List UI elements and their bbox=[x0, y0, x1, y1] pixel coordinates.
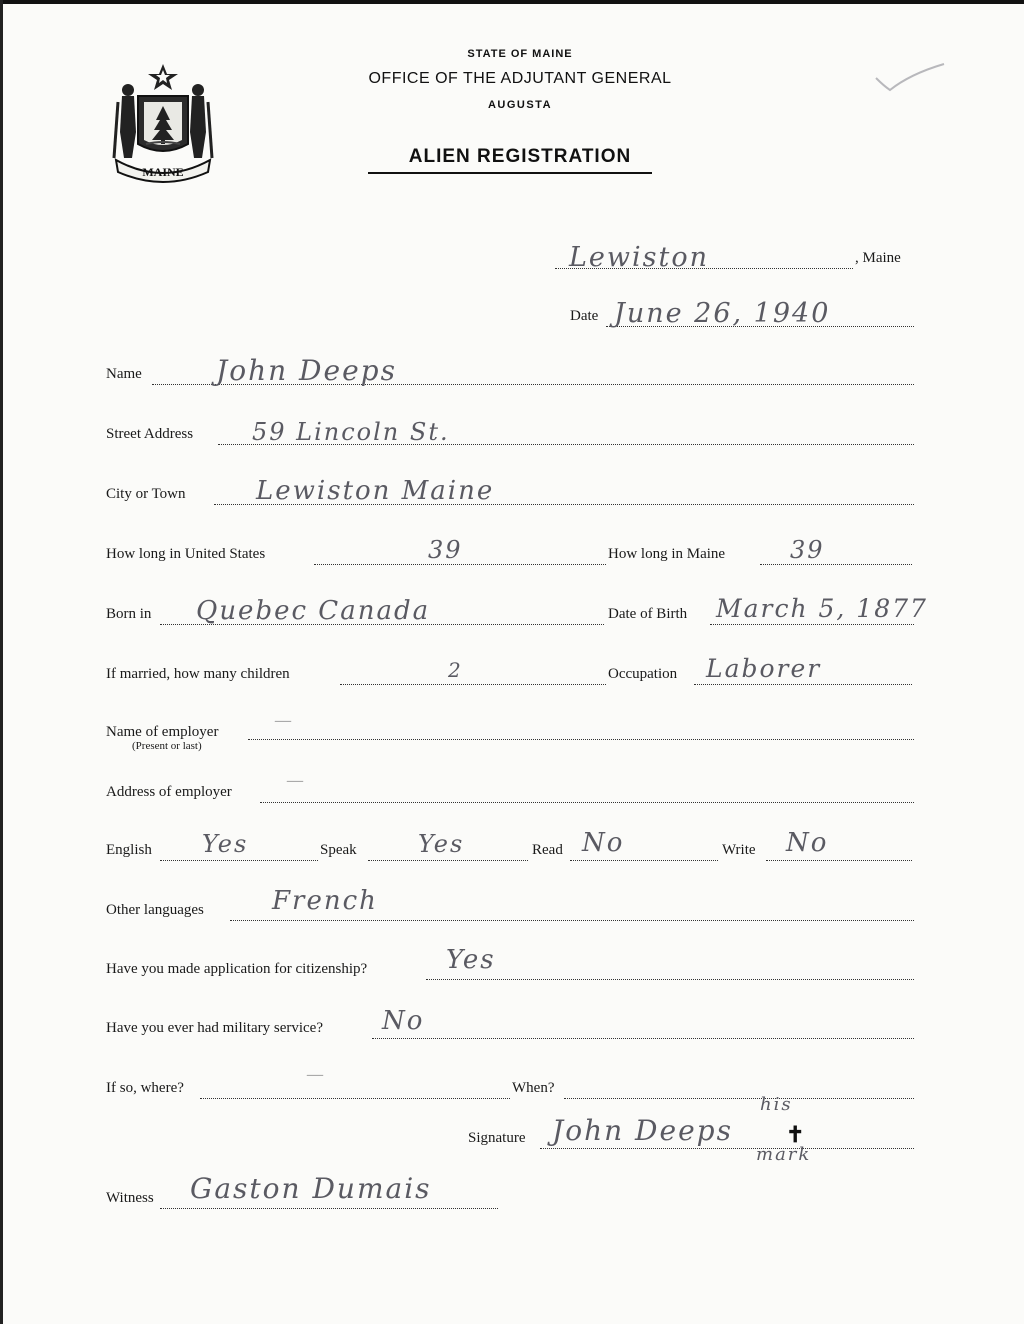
citizenship-row bbox=[106, 945, 914, 985]
employer-address-value[interactable]: — bbox=[286, 770, 306, 791]
military-row bbox=[106, 1006, 914, 1044]
employer-address-label: Address of employer bbox=[106, 784, 232, 800]
check-mark-icon bbox=[870, 60, 950, 100]
where-value[interactable]: — bbox=[306, 1064, 326, 1085]
employer-value[interactable]: — bbox=[274, 710, 294, 731]
read-value[interactable]: No bbox=[582, 828, 625, 858]
date-of-birth-label: Date of Birth bbox=[608, 606, 688, 622]
children-label: If married, how many children bbox=[106, 666, 290, 682]
citizenship-value[interactable]: Yes bbox=[446, 945, 496, 975]
residence-row bbox=[106, 536, 914, 570]
place-value[interactable]: Lewiston bbox=[569, 242, 710, 273]
citizenship-label: Have you made application for citizenship? bbox=[106, 961, 368, 977]
military-value[interactable]: No bbox=[382, 1006, 425, 1036]
city-value[interactable]: Lewiston Maine bbox=[256, 476, 495, 506]
maine-suffix: , Maine bbox=[855, 250, 901, 266]
street-address-label: Street Address bbox=[106, 426, 194, 442]
military-label: Have you ever had military service? bbox=[106, 1020, 323, 1036]
signature-mark-his: his bbox=[760, 1094, 793, 1115]
employer-address-row bbox=[106, 770, 914, 808]
employer-sublabel: (Present or last) bbox=[132, 740, 202, 752]
office-heading: OFFICE OF THE ADJUTANT GENERAL bbox=[368, 70, 672, 87]
occupation-label: Occupation bbox=[608, 666, 678, 682]
where-line bbox=[200, 1098, 510, 1099]
maine-state-seal-icon bbox=[108, 62, 218, 186]
place-row bbox=[555, 242, 915, 274]
scan-edge-top bbox=[0, 0, 1024, 4]
speak-value[interactable]: Yes bbox=[418, 830, 465, 858]
english-value[interactable]: Yes bbox=[202, 830, 249, 858]
how-long-us-label: How long in United States bbox=[106, 546, 266, 562]
occupation-value[interactable]: Laborer bbox=[706, 654, 822, 683]
speak-label: Speak bbox=[320, 842, 357, 858]
born-in-value[interactable]: Quebec Canada bbox=[196, 596, 431, 626]
how-long-us-line bbox=[314, 564, 606, 565]
witness-line bbox=[160, 1208, 498, 1209]
other-languages-row bbox=[106, 886, 914, 926]
signature-label: Signature bbox=[468, 1130, 526, 1146]
witness-value[interactable]: Gaston Dumais bbox=[190, 1172, 432, 1205]
date-row bbox=[570, 298, 915, 332]
scan-edge-left bbox=[0, 0, 3, 1324]
svg-text:MAINE: MAINE bbox=[142, 165, 184, 179]
read-label: Read bbox=[532, 842, 563, 858]
when-label: When? bbox=[512, 1080, 555, 1096]
write-value[interactable]: No bbox=[786, 828, 829, 858]
city-heading: AUGUSTA bbox=[487, 99, 553, 111]
citizenship-line bbox=[426, 979, 914, 980]
when-line bbox=[564, 1098, 914, 1099]
name-label: Name bbox=[106, 366, 142, 382]
how-long-maine-label: How long in Maine bbox=[608, 546, 726, 562]
other-languages-line bbox=[230, 920, 914, 921]
date-of-birth-value[interactable]: March 5, 1877 bbox=[716, 594, 928, 623]
date-label: Date bbox=[570, 308, 599, 324]
employer-label: Name of employer bbox=[106, 724, 219, 740]
name-row bbox=[106, 354, 914, 390]
city-label: City or Town bbox=[106, 486, 186, 502]
city-row bbox=[106, 476, 914, 510]
employer-line bbox=[248, 739, 914, 740]
name-value[interactable]: John Deeps bbox=[216, 354, 397, 387]
where-label: If so, where? bbox=[106, 1080, 184, 1096]
street-address-row bbox=[106, 418, 914, 450]
english-line bbox=[160, 860, 318, 861]
state-heading: STATE OF MAINE bbox=[467, 48, 573, 60]
signature-row bbox=[468, 1094, 914, 1165]
witness-label: Witness bbox=[106, 1190, 154, 1206]
english-row bbox=[106, 828, 914, 866]
form-title: ALIEN REGISTRATION bbox=[408, 146, 632, 167]
birth-row bbox=[106, 594, 928, 630]
family-row bbox=[106, 654, 914, 690]
signature-mark-label: mark bbox=[756, 1144, 812, 1165]
signature-cross-mark-icon: ✝ bbox=[786, 1122, 805, 1147]
born-in-label: Born in bbox=[106, 606, 152, 622]
signature-line bbox=[540, 1148, 914, 1149]
how-long-maine-line bbox=[760, 564, 912, 565]
witness-row bbox=[106, 1172, 500, 1214]
signature-value[interactable]: John Deeps bbox=[552, 1114, 733, 1147]
how-long-maine-value[interactable]: 39 bbox=[790, 536, 825, 564]
employer-address-line bbox=[260, 802, 914, 803]
speak-line bbox=[368, 860, 528, 861]
english-label: English bbox=[106, 842, 152, 858]
occupation-line bbox=[694, 684, 912, 685]
street-address-value[interactable]: 59 Lincoln St. bbox=[252, 418, 450, 446]
write-line bbox=[766, 860, 912, 861]
where-row bbox=[106, 1064, 914, 1104]
how-long-us-value[interactable]: 39 bbox=[428, 536, 463, 564]
date-of-birth-line bbox=[710, 624, 914, 625]
write-label: Write bbox=[722, 842, 756, 858]
children-value[interactable]: 2 bbox=[448, 658, 463, 682]
military-line bbox=[372, 1038, 914, 1039]
date-value[interactable]: June 26, 1940 bbox=[614, 298, 831, 329]
read-line bbox=[570, 860, 718, 861]
title-underline bbox=[368, 172, 652, 174]
other-languages-value[interactable]: French bbox=[272, 886, 378, 916]
other-languages-label: Other languages bbox=[106, 902, 204, 918]
employer-row bbox=[106, 710, 914, 752]
children-line bbox=[340, 684, 606, 685]
